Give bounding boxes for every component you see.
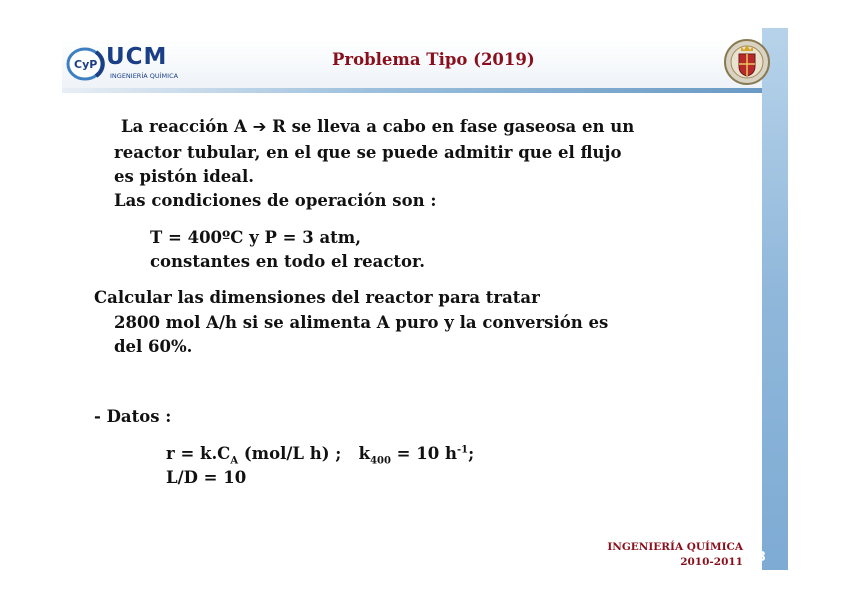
rate-equation: $r = k.C_A$ (mol/L h) ; $k_{400} = 10$ $h^{-1}$; [166,444,475,467]
problem-line-4: Las condiciones de operación son : [114,191,437,210]
right-arrow-icon: ➔ [252,117,267,136]
problem-line-2: reactor tubular, en el que se puede admitir que el flujo [114,143,622,162]
university-crest-icon [722,34,772,90]
problem-line-1: La reacción A ➔ R se lleva a cabo en fase gaseosa en un [121,117,635,136]
svg-text:CyP: CyP [74,58,98,71]
footer [607,540,743,570]
conditions-line-2: constantes en todo el reactor. [150,252,425,271]
conditions-line-1: T = 400ºC y P = 3 atm, [150,228,361,247]
cyp-badge-icon [66,44,106,84]
ld-ratio: L/D = 10 [166,468,247,487]
page-number: 23 [748,550,767,565]
slide-title: Problema Tipo (2019) [332,50,535,69]
calc-line-1: Calcular las dimensiones del reactor para tratar [94,288,540,307]
header-divider [62,88,762,93]
logo-text: UCM [106,44,168,70]
ucm-logo [66,44,196,84]
footer-year: 2010-2011 [680,556,743,568]
footer-subject: INGENIERÍA QUÍMICA [607,541,743,553]
datos-heading: - Datos : [94,407,172,426]
side-bar [762,28,788,570]
calc-line-3: del 60%. [114,337,193,356]
calc-line-2: 2800 mol A/h si se alimenta A puro y la conversión es [114,313,609,332]
logo-subtitle: INGENIERÍA QUÍMICA [110,72,179,80]
problem-line-3: es pistón ideal. [114,167,255,186]
